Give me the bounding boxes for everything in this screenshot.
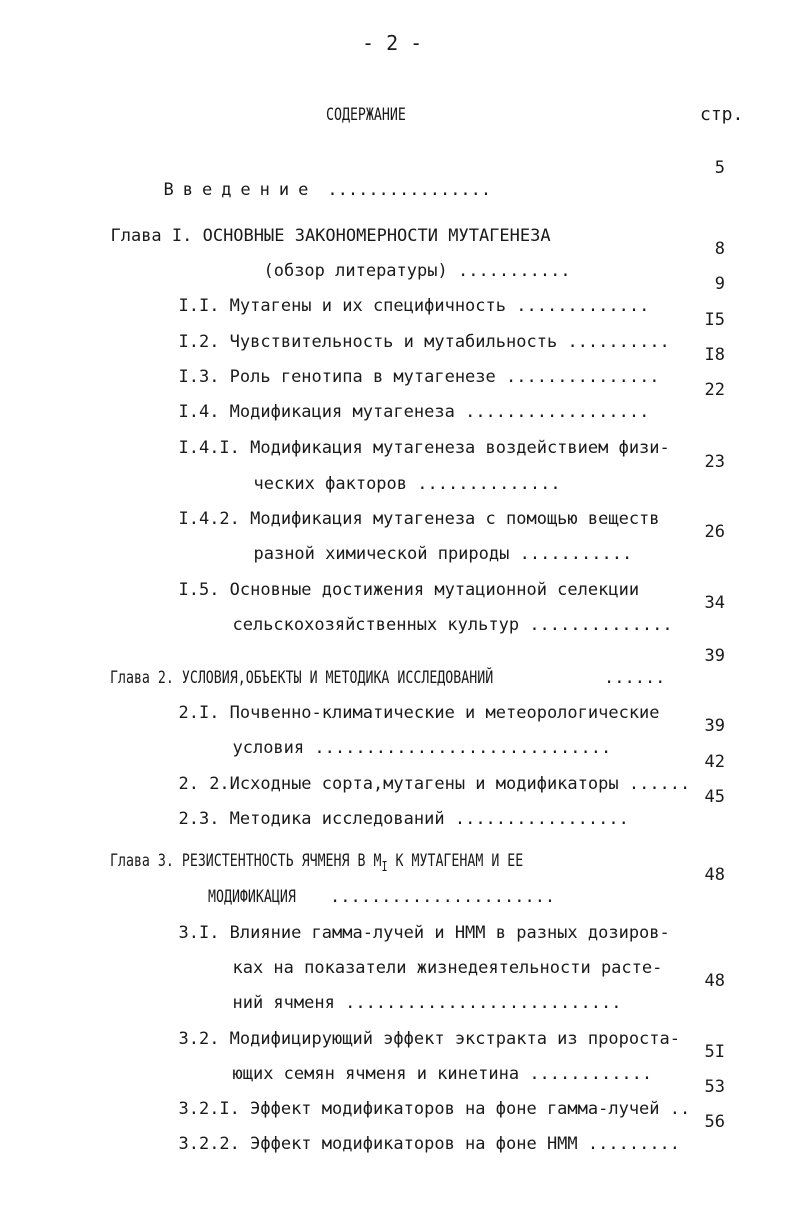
toc-entry-text: I.5. Основные достижения мутационной селекции [178,580,640,600]
toc-entry-dots: ........... [457,261,571,281]
toc-entry-text: 3.I. Влияние гамма-лучей и НММ в разных дозиров- [178,923,670,943]
toc-entry-dots: .. [669,1099,691,1119]
toc-chapter-heading [90,828,640,879]
toc-entry-dots: ........................... [345,993,622,1013]
toc-entry-dots: ......... [587,1134,681,1154]
toc-entry [158,1111,680,1155]
toc-entry-text: 2. 2.Исходные сорта,мутагены и модификаторы [178,774,619,794]
toc-title: СОДЕРЖАНИЕ [326,105,406,125]
toc-entry-dots: .................. [465,402,650,422]
toc-entry-text: ющих семян ячменя и кинетина [232,1064,520,1084]
toc-entry-page: I5 [704,310,725,330]
toc-entry-text: 3.2.2. Эффект модификаторов на фоне НММ [178,1134,578,1154]
toc-entry-text: 2.3. Методика исследований [178,809,445,829]
toc-entry-dots: ............. [516,296,650,316]
toc-entry-dots: .......... [567,332,670,352]
toc-entry-page: I8 [704,345,725,365]
toc-entry-page: 5I [704,1042,725,1062]
toc-entry [158,786,629,830]
toc-entry-dots: ............... [506,367,660,387]
toc-entry-subscript: I [381,860,389,875]
toc-entry-text: I.4. Модификация мутагенеза [178,402,455,422]
toc-entry-dots: .............. [417,474,561,494]
toc-entry-page: 23 [704,452,725,472]
toc-entry-page: 42 [704,752,725,772]
toc-entry-text: разной химической природы [253,544,510,564]
toc-entry-dots: ............ [529,1064,653,1084]
toc-entry-dots: ...... [628,774,691,794]
toc-entry-text: I.4.I. Модификация мутагенеза воздействием физи- [178,438,670,458]
toc-entry-dots: ................. [454,809,629,829]
toc-entry-page: 53 [704,1077,725,1097]
toc-entry-page: 48 [704,865,725,885]
toc-entry-page: 34 [704,593,725,613]
toc-entry-dots: ...... [604,668,666,688]
toc-entry-text: I.2. Чувствительность и мутабильность [178,332,558,352]
toc-entry-dots: ............................. [314,738,612,758]
toc-entry-dots: ...................... [330,887,556,907]
toc-entry-text: I.I. Мутагены и их специфичность [178,296,506,316]
toc-entry-page: 26 [704,522,725,542]
toc-entry-page: 39 [704,716,725,736]
toc-entry-page: 39 [704,646,725,666]
toc-entry-text: Глава 2. УСЛОВИЯ,ОБЪЕКТЫ И МЕТОДИКА ИССЛЕДОВАНИЙ [110,668,494,688]
toc-entry-text: ческих факторов [253,474,408,494]
toc-entry-text-continued: К МУТАГЕНАМ И ЕЕ [388,851,524,871]
toc-entry-page: 45 [704,787,725,807]
toc-entry-text: Введение [163,180,318,200]
toc-entry-page: 9 [714,274,725,294]
toc-entry-text: (обзор литературы) [263,261,448,281]
toc-entry [143,157,491,201]
toc-entry-text: 3.2.I. Эффект модификаторов на фоне гамма-лучей [178,1099,660,1119]
toc-entry-text: 3.2. Модифицирующий эффект экстракта из пророста- [178,1029,680,1049]
toc-entry-text: ках на показатели жизнедеятельности расте- [232,958,663,978]
toc-entry-page: 56 [704,1112,725,1132]
toc-entry-text: 2.I. Почвенно-климатические и метеорологические [178,703,660,723]
toc-entry-page: 5 [714,158,725,178]
toc-entry-dots: ................ [327,180,492,200]
toc-entry-text: условия [232,738,305,758]
toc-entry-text: Глава 3. РЕЗИСТЕНТНОСТЬ ЯЧМЕНЯ В M [110,851,382,871]
toc-entry-page: 8 [714,239,725,259]
pages-column-label: стр. [700,104,744,125]
toc-entry-text: I.3. Роль генотипа в мутагенезе [178,367,496,387]
toc-entry [212,592,673,636]
toc-entry-text: МОДИФИКАЦИЯ [208,887,297,907]
toc-entry-text: I.4.2. Модификация мутагенеза с помощью веществ [178,509,660,529]
toc-entry-text: ний ячменя [232,993,335,1013]
toc-entry-text: сельскохозяйственных культур [232,615,520,635]
toc-entry-page: 22 [704,380,725,400]
toc-entry-dots: .............. [529,615,673,635]
toc-entry-dots: ........... [519,544,633,564]
toc-chapter-heading: Глава I. ОСНОВНЫЕ ЗАКОНОМЕРНОСТИ МУТАГЕНЕЗА [110,226,551,246]
toc-entry-page: 48 [704,971,725,991]
page-number: - 2 - [362,31,423,55]
